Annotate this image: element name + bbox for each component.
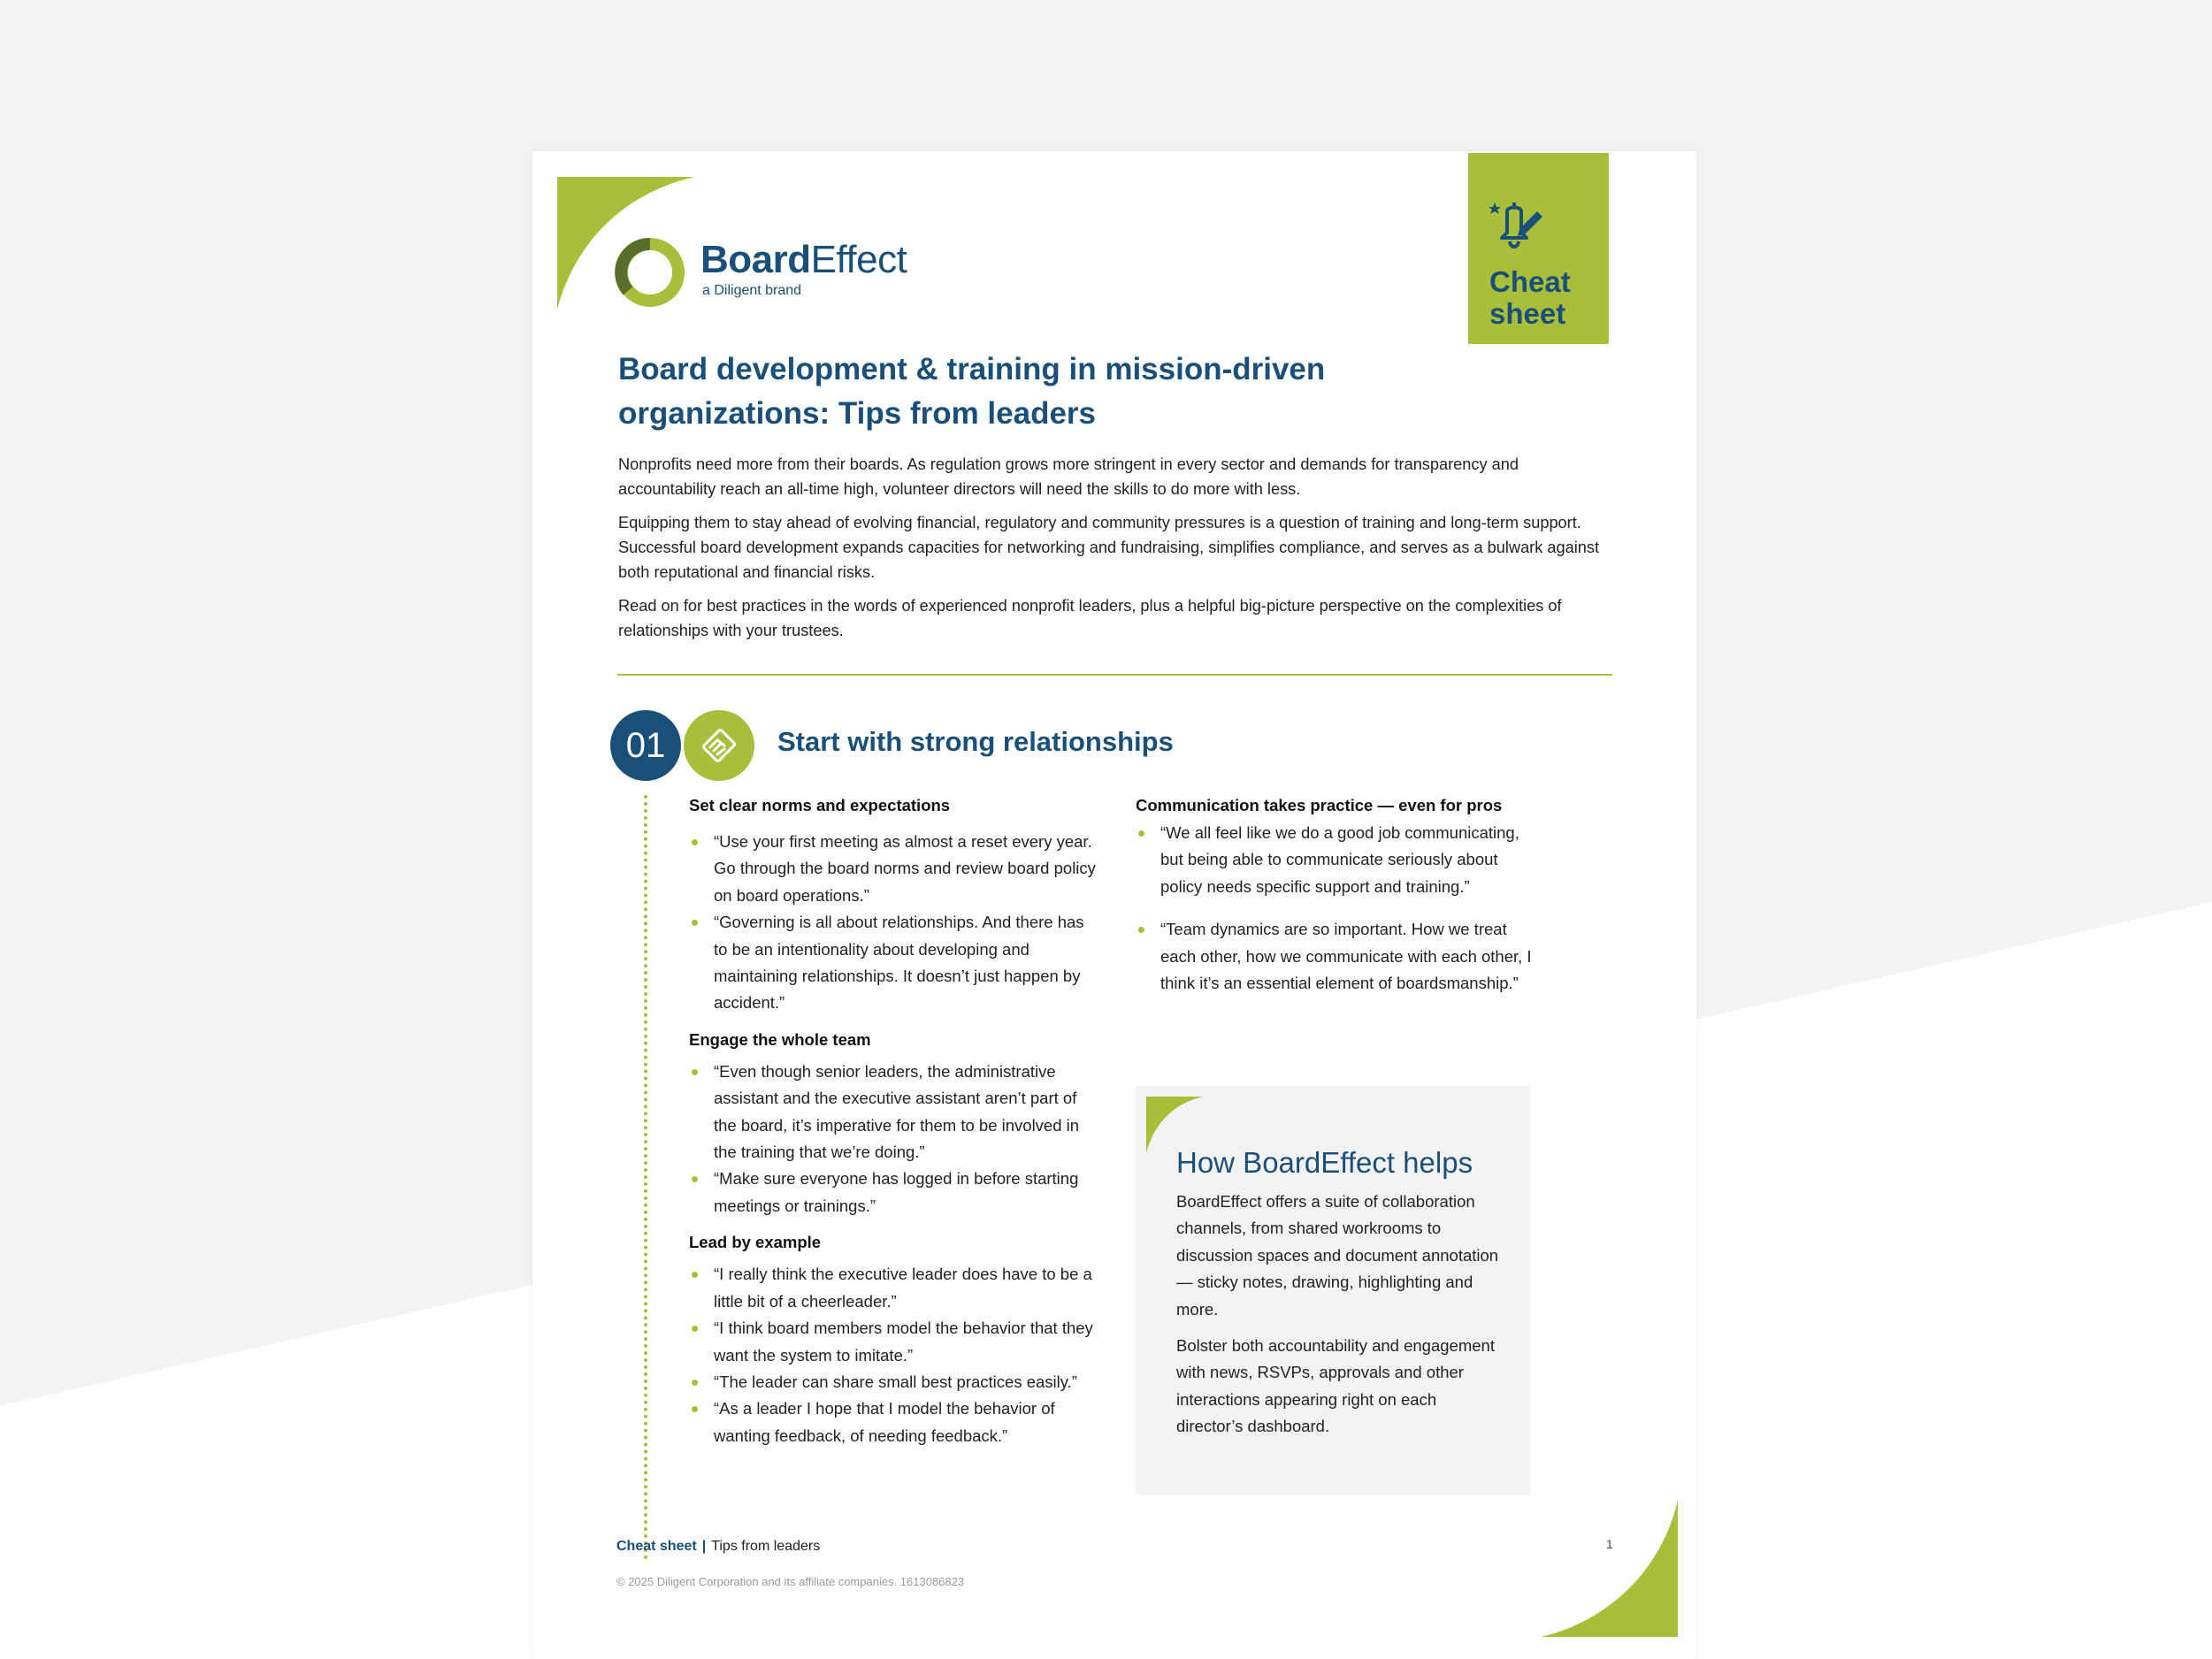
quote-list (689, 1059, 1096, 1219)
quote-item: “We all feel like we do a good job communicating, but being able to communicate seriously about policy needs specific support and training.” (1136, 820, 1542, 900)
right-column (1136, 793, 1542, 997)
badge-label: Cheat sheet (1489, 265, 1571, 330)
quote-list (689, 829, 1096, 1017)
callout-paragraph: Bolster both accountability and engagement with news, RSVPs, approvals and other interactions appearing right on each director’s dashboard. (1176, 1336, 1495, 1436)
quote-item: “As a leader I hope that I model the behavior of wanting feedback, of needing feedback.” (689, 1395, 1096, 1449)
quote-item: “The leader can share small best practices easily.” (689, 1369, 1096, 1395)
how-boardeffect-helps-callout (1136, 1086, 1531, 1495)
left-column (689, 793, 1096, 1449)
dotted-timeline (644, 795, 647, 1560)
cheat-sheet-badge (1468, 153, 1609, 344)
handshake-badge (684, 710, 754, 781)
document-page (532, 151, 1696, 1659)
quote-item: “Even though senior leaders, the administrative assistant and the executive assistant aren’t part of the board, it’s imperative for them to be involved in the training that we’re doing.” (689, 1059, 1096, 1166)
quote-list (689, 1261, 1096, 1449)
footer-separator: | (701, 1539, 707, 1554)
boardeffect-logo-icon (614, 236, 686, 309)
intro-paragraph: Nonprofits need more from their boards. As regulation grows more stringent in every sector and demands for transparency and accountability reach an all-time high, volunteer directors will need the skills to do more with less. (618, 455, 1519, 498)
page-title: Board development & training in mission-driven organizations: Tips from leaders (618, 352, 1326, 431)
intro-paragraph: Read on for best practices in the words of experienced nonprofit leaders, plus a helpful big-picture perspective on the complexities of relationships with your trustees. (618, 597, 1562, 639)
section-title: Start with strong relationships (777, 726, 1174, 757)
subheading: Lead by example (689, 1233, 822, 1252)
subheading: Communication takes practice — even for pros (1136, 796, 1503, 814)
intro-paragraph: Equipping them to stay ahead of evolving financial, regulatory and community pressures is a question of training and long-term support. Successful board development expands capacities for networking and fundraising, simplifies compliance, and serves as a bulwark against both reputational and financial risks. (618, 514, 1600, 581)
quote-item: “Make sure everyone has logged in before starting meetings or trainings.” (689, 1166, 1096, 1219)
subheading: Engage the whole team (689, 1029, 871, 1049)
quote-item: “Governing is all about relationships. And there has to be an intentionality about developing and maintaining relationships. It doesn’t just happen by accident.” (689, 909, 1096, 1017)
page-number: 1 (1606, 1537, 1613, 1551)
subheading: Set clear norms and expectations (689, 796, 951, 814)
copyright-notice: © 2025 Diligent Corporation and its affiliate companies. 1613086823 (616, 1575, 965, 1588)
quote-item: “Team dynamics are so important. How we treat each other, how we communicate with each other, I think it’s an essential element of boardsmanship.” (1136, 916, 1542, 997)
footer-label: Tips from leaders (711, 1539, 821, 1554)
section-number-badge: 01 (610, 710, 681, 781)
corner-accent-shape (1536, 1500, 1678, 1641)
handshake-icon (700, 726, 739, 765)
quote-item: “Use your first meeting as almost a reset every year. Go through the board norms and review board policy on board operations.” (689, 829, 1096, 909)
callout-paragraph: BoardEffect offers a suite of collaboration channels, from shared workrooms to discussion spaces and document annotation — sticky notes, drawing, highlighting and more. (1176, 1192, 1499, 1319)
page-footer (616, 1539, 820, 1555)
callout-title: How BoardEffect helps (1176, 1146, 1473, 1179)
logo-wordmark: BoardEffect (700, 238, 907, 281)
footer-label-bold: Cheat sheet (616, 1539, 697, 1554)
logo-tagline: a Diligent brand (702, 283, 802, 298)
bell-with-pen-icon (1488, 195, 1550, 257)
quote-list (1136, 820, 1542, 997)
section-divider (617, 674, 1612, 676)
quote-item: “I think board members model the behavior that they want the system to imitate.” (689, 1315, 1096, 1369)
quote-item: “I really think the executive leader does have to be a little bit of a cheerleader.” (689, 1261, 1096, 1315)
